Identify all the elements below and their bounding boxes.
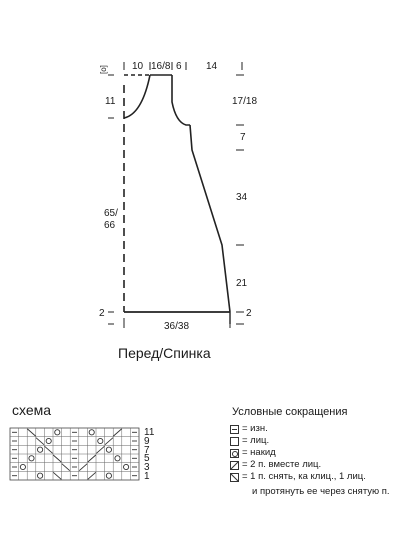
dim-top-10: 10 <box>132 61 144 72</box>
dim-right-7: 7 <box>240 132 246 143</box>
legend-item-knit: = лиц. <box>242 435 270 446</box>
dim-bottom-36-38: 36/38 <box>164 321 190 332</box>
neckline-curve <box>124 75 150 118</box>
legend-item-yarn-over: = накид <box>242 447 276 458</box>
legend-item-k2tog: = 2 п. вместе лиц. <box>242 459 322 470</box>
knitting-chart-grid <box>10 428 139 480</box>
dim-right-21: 21 <box>236 278 248 289</box>
dim-right-17-18: 17/18 <box>232 96 258 107</box>
purl-symbol-icon <box>230 425 239 434</box>
row-number-1: 1 <box>144 471 150 482</box>
legend-item-ssk-continuation: и протянуть ее через снятую п. <box>252 486 390 497</box>
knit-symbol-icon <box>230 437 239 446</box>
dim-left-small: [o] <box>99 65 108 74</box>
left-dimension-marks <box>108 75 114 324</box>
k2tog-symbol-icon <box>230 461 239 470</box>
side-seam <box>190 125 230 312</box>
yarn-over-symbol-icon <box>230 449 239 458</box>
row-number-9: 9 <box>144 436 150 447</box>
dim-right-2: 2 <box>246 308 252 319</box>
piece-caption: Перед/Спинка <box>118 345 211 361</box>
ssk-symbol-icon <box>230 473 239 482</box>
dim-top-14: 14 <box>206 61 218 72</box>
chart-title: схема <box>12 402 52 418</box>
armhole-curve <box>172 75 190 125</box>
row-number-5: 5 <box>144 453 150 464</box>
dim-top-16-8: 16/8 <box>151 61 171 72</box>
row-number-7: 7 <box>144 445 150 456</box>
dim-left-65-66: 65/ 66 <box>104 208 118 231</box>
legend-item-purl: = изн. <box>242 423 268 434</box>
legend-item-ssk: = 1 п. снять, ка клиц., 1 лиц. <box>242 471 366 482</box>
legend-title: Условные сокращения <box>232 406 348 418</box>
dim-top-6: 6 <box>176 61 182 72</box>
row-number-3: 3 <box>144 462 150 473</box>
dim-right-34: 34 <box>236 192 248 203</box>
dim-left-2: 2 <box>99 308 105 319</box>
row-number-11: 11 <box>144 427 155 438</box>
dim-left-11: 11 <box>105 96 116 107</box>
